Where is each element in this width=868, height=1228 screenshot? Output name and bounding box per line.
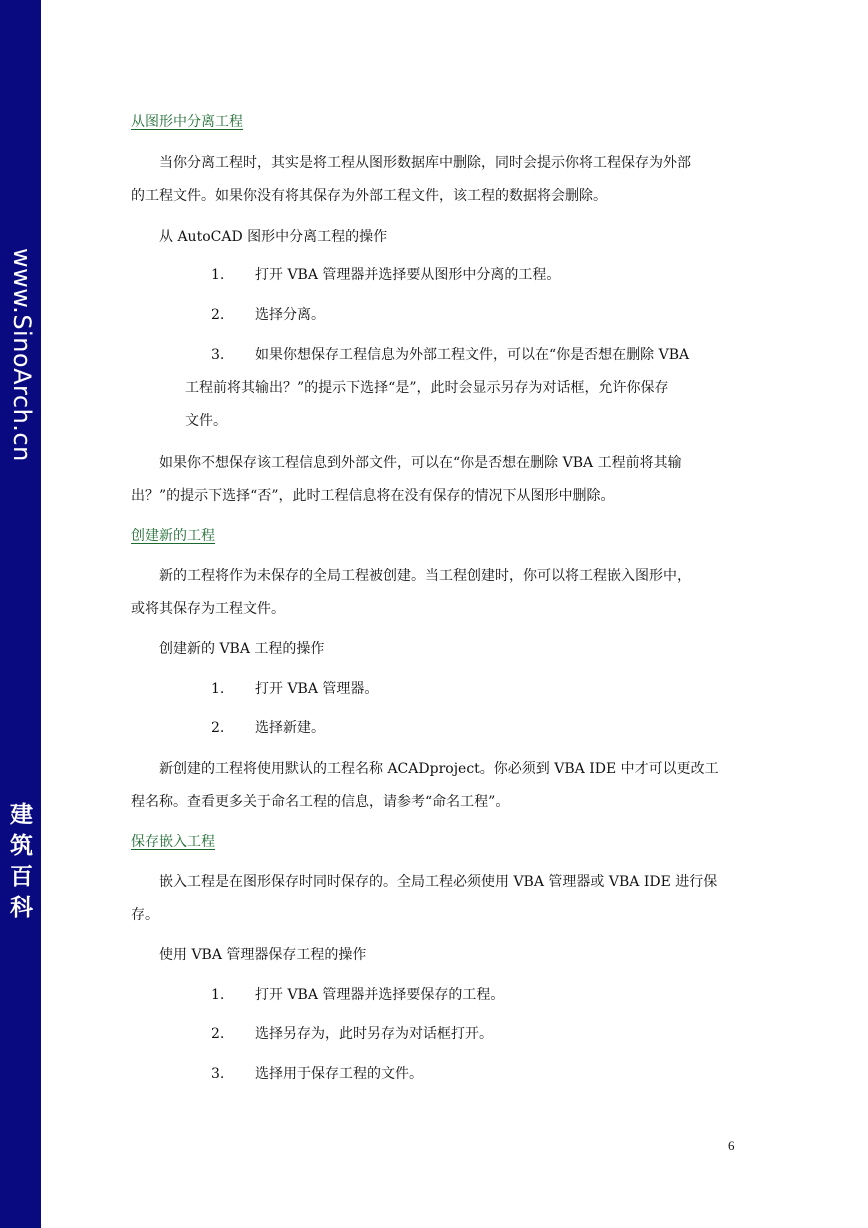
paragraph-line: 存。	[131, 907, 159, 923]
section-heading[interactable]: 创建新的工程	[131, 528, 215, 544]
paragraph-line: 出？”的提示下选择“否”，此时工程信息将在没有保存的情况下从图形中删除。	[131, 488, 615, 504]
procedure-title: 使用 VBA 管理器保存工程的操作	[159, 947, 367, 963]
page-number: 6	[728, 1138, 735, 1153]
step-number: 1.	[211, 987, 225, 1003]
step-number: 1.	[211, 681, 225, 697]
step-number: 3.	[211, 347, 225, 363]
section-heading[interactable]: 保存嵌入工程	[131, 834, 215, 850]
step-text: 选择分离。	[255, 307, 325, 323]
step-text: 选择另存为，此时另存为对话框打开。	[255, 1026, 493, 1042]
step-number: 2.	[211, 1026, 225, 1042]
section-heading[interactable]: 从图形中分离工程	[131, 114, 243, 130]
paragraph-line: 新的工程将作为未保存的全局工程被创建。当工程创建时，你可以将工程嵌入图形中，	[159, 568, 691, 584]
step-text: 选择用于保存工程的文件。	[255, 1066, 423, 1082]
step-number: 2.	[211, 307, 225, 323]
brand-name: 建筑百科	[6, 802, 33, 926]
step-text: 工程前将其输出？”的提示下选择“是”，此时会显示另存为对话框，允许你保存	[185, 380, 669, 396]
step-number: 2.	[211, 720, 225, 736]
paragraph-line: 或将其保存为工程文件。	[131, 601, 285, 617]
paragraph-line: 新创建的工程将使用默认的工程名称 ACADproject。你必须到 VBA IDE 中才可以更改工	[159, 761, 719, 777]
paragraph-line: 的工程文件。如果你没有将其保存为外部工程文件，该工程的数据将会删除。	[131, 188, 607, 204]
step-text: 选择新建。	[255, 720, 325, 736]
step-text: 打开 VBA 管理器。	[255, 681, 379, 697]
paragraph-line: 程名称。查看更多关于命名工程的信息，请参考“命名工程”。	[131, 794, 510, 810]
procedure-title: 创建新的 VBA 工程的操作	[159, 641, 325, 657]
step-text: 如果你想保存工程信息为外部工程文件，可以在“你是否想在删除 VBA	[255, 347, 690, 363]
site-url: www.SinoArch.cn	[8, 248, 36, 462]
step-number: 1.	[211, 267, 225, 283]
paragraph-line: 当你分离工程时，其实是将工程从图形数据库中删除，同时会提示你将工程保存为外部	[159, 155, 691, 171]
step-text: 文件。	[185, 413, 227, 429]
paragraph-line: 如果你不想保存该工程信息到外部文件，可以在“你是否想在删除 VBA 工程前将其输	[159, 455, 682, 471]
step-text: 打开 VBA 管理器并选择要保存的工程。	[255, 987, 505, 1003]
step-text: 打开 VBA 管理器并选择要从图形中分离的工程。	[255, 267, 561, 283]
step-number: 3.	[211, 1066, 225, 1082]
paragraph-line: 嵌入工程是在图形保存时同时保存的。全局工程必须使用 VBA 管理器或 VBA IDE 进行保	[159, 874, 718, 890]
procedure-title: 从 AutoCAD 图形中分离工程的操作	[159, 229, 388, 245]
